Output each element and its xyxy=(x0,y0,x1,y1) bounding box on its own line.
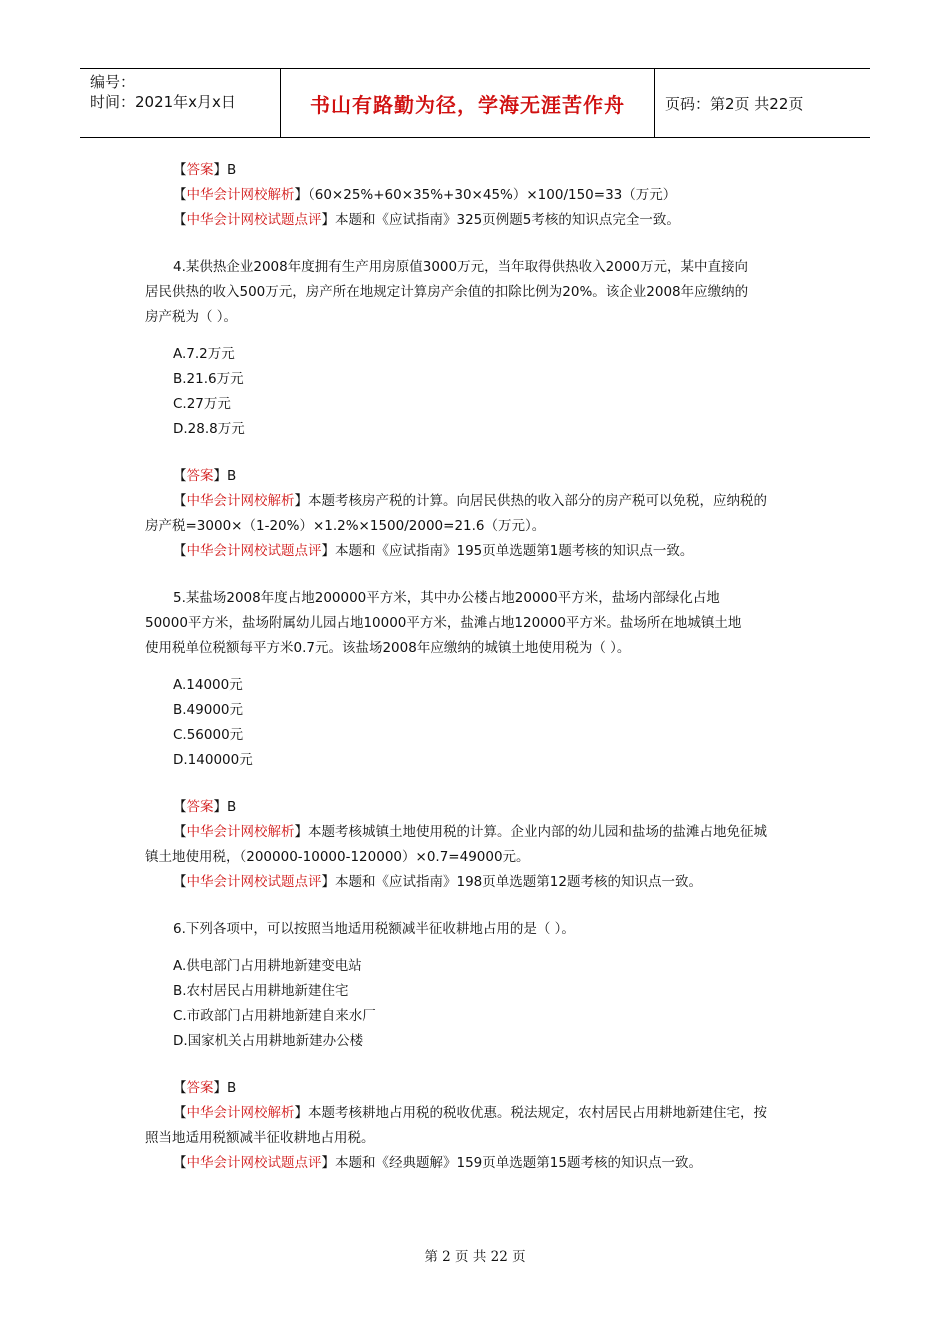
answer-value: B xyxy=(227,799,237,815)
page-footer: 第 2 页 共 22 页 xyxy=(424,1249,526,1265)
option-c: C.市政部门占用耕地新建自来水厂 xyxy=(173,1008,376,1024)
option-b: B.农村居民占用耕地新建住宅 xyxy=(173,983,349,999)
comment-line: 【中华会计网校试题点评】本题和《应试指南》195页单选题第1题考核的知识点一致。 xyxy=(173,543,694,559)
analysis-label: 中华会计网校解析 xyxy=(186,1105,295,1121)
question-stem: 50000平方米，盐场附属幼儿园占地10000平方米，盐滩占地120000平方米。盐场所在地城镇土地 xyxy=(145,615,742,631)
option-a: A.14000元 xyxy=(173,677,243,693)
header-page-cell xyxy=(655,69,870,137)
analysis-line: 【中华会计网校解析】本题考核房产税的计算。向居民供热的收入部分的房产税可以免税，应纳税的 xyxy=(173,493,767,509)
comment-text: 本题和《经典题解》159页单选题第15题考核的知识点一致。 xyxy=(335,1155,702,1171)
answer-label: 答案 xyxy=(186,799,214,815)
option-a: A.供电部门占用耕地新建变电站 xyxy=(173,958,362,974)
document-time-label: 时间：2021年x月x日 xyxy=(90,93,236,111)
question-stem: 居民供热的收入500万元，房产所在地规定计算房产余值的扣除比例为20%。该企业2008年应缴纳的 xyxy=(145,284,749,300)
answer-label: 答案 xyxy=(186,162,214,178)
answer-line: 【答案】B xyxy=(173,468,237,484)
analysis-line: 【中华会计网校解析】本题考核城镇土地使用税的计算。企业内部的幼儿园和盐场的盐滩占地免征城 xyxy=(173,824,767,840)
comment-label: 中华会计网校试题点评 xyxy=(186,543,322,559)
answer-value: B xyxy=(227,162,237,178)
analysis-label: 中华会计网校解析 xyxy=(186,824,295,840)
answer-value: B xyxy=(227,1080,237,1096)
option-c: C.56000元 xyxy=(173,727,244,743)
header-left-cell xyxy=(80,69,281,137)
analysis-line: 【中华会计网校解析】（60×25%+60×35%+30×45%）×100/150=33（万元） xyxy=(173,187,677,203)
answer-line: 【答案】B xyxy=(173,799,237,815)
analysis-line: 【中华会计网校解析】本题考核耕地占用税的税收优惠。税法规定，农村居民占用耕地新建住宅，按 xyxy=(173,1105,767,1121)
analysis-text-cont: 照当地适用税额减半征收耕地占用税。 xyxy=(145,1130,375,1146)
option-b: B.21.6万元 xyxy=(173,371,244,387)
question-stem: 使用税单位税额每平方米0.7元。该盐场2008年应缴纳的城镇土地使用税为（ ）。 xyxy=(145,640,631,656)
motto-text: 书山有路勤为径，学海无涯苦作舟 xyxy=(310,92,625,117)
comment-text: 本题和《应试指南》195页单选题第1题考核的知识点一致。 xyxy=(335,543,694,559)
answer-line: 【答案】B xyxy=(173,162,237,178)
comment-text: 本题和《应试指南》325页例题5考核的知识点完全一致。 xyxy=(335,212,680,228)
analysis-text-cont: 房产税=3000×（1-20%）×1.2%×1500/2000=21.6（万元）。 xyxy=(145,518,546,534)
answer-value: B xyxy=(227,468,237,484)
answer-label: 答案 xyxy=(186,1080,214,1096)
question-stem: 房产税为（ ）。 xyxy=(145,309,238,325)
analysis-text: （60×25%+60×35%+30×45%）×100/150=33（万元） xyxy=(308,187,677,203)
analysis-label: 中华会计网校解析 xyxy=(186,493,295,509)
analysis-text: 本题考核城镇土地使用税的计算。企业内部的幼儿园和盐场的盐滩占地免征城 xyxy=(308,824,767,840)
analysis-label: 中华会计网校解析 xyxy=(186,187,295,203)
comment-label: 中华会计网校试题点评 xyxy=(186,1155,322,1171)
document-number-label: 编号： xyxy=(90,73,136,91)
comment-label: 中华会计网校试题点评 xyxy=(186,874,322,890)
comment-line: 【中华会计网校试题点评】本题和《应试指南》198页单选题第12题考核的知识点一致。 xyxy=(173,874,702,890)
option-d: D.国家机关占用耕地新建办公楼 xyxy=(173,1033,364,1049)
document-body xyxy=(145,158,810,1176)
question-stem: 6.下列各项中，可以按照当地适用税额减半征收耕地占用的是（ ）。 xyxy=(173,921,575,937)
comment-line: 【中华会计网校试题点评】本题和《经典题解》159页单选题第15题考核的知识点一致。 xyxy=(173,1155,702,1171)
option-c: C.27万元 xyxy=(173,396,231,412)
question-stem: 5.某盐场2008年度占地200000平方米，其中办公楼占地20000平方米，盐场内部绿化占地 xyxy=(173,590,720,606)
answer-line: 【答案】B xyxy=(173,1080,237,1096)
header-motto-cell xyxy=(281,69,655,137)
question-stem: 4.某供热企业2008年度拥有生产用房原值3000万元，当年取得供热收入2000万元，某中直接向 xyxy=(173,259,748,275)
option-b: B.49000元 xyxy=(173,702,243,718)
answer-label: 答案 xyxy=(186,468,214,484)
analysis-text: 本题考核房产税的计算。向居民供热的收入部分的房产税可以免税，应纳税的 xyxy=(308,493,767,509)
analysis-text-cont: 镇土地使用税，（200000-10000-120000）×0.7=49000元。 xyxy=(145,849,530,865)
comment-label: 中华会计网校试题点评 xyxy=(186,212,322,228)
comment-text: 本题和《应试指南》198页单选题第12题考核的知识点一致。 xyxy=(335,874,702,890)
comment-line: 【中华会计网校试题点评】本题和《应试指南》325页例题5考核的知识点完全一致。 xyxy=(173,212,680,228)
analysis-text: 本题考核耕地占用税的税收优惠。税法规定，农村居民占用耕地新建住宅，按 xyxy=(308,1105,767,1121)
page-code: 页码：第2页 共22页 xyxy=(665,94,804,113)
option-d: D.140000元 xyxy=(173,752,253,768)
option-d: D.28.8万元 xyxy=(173,421,245,437)
page-header xyxy=(80,68,870,138)
option-a: A.7.2万元 xyxy=(173,346,235,362)
